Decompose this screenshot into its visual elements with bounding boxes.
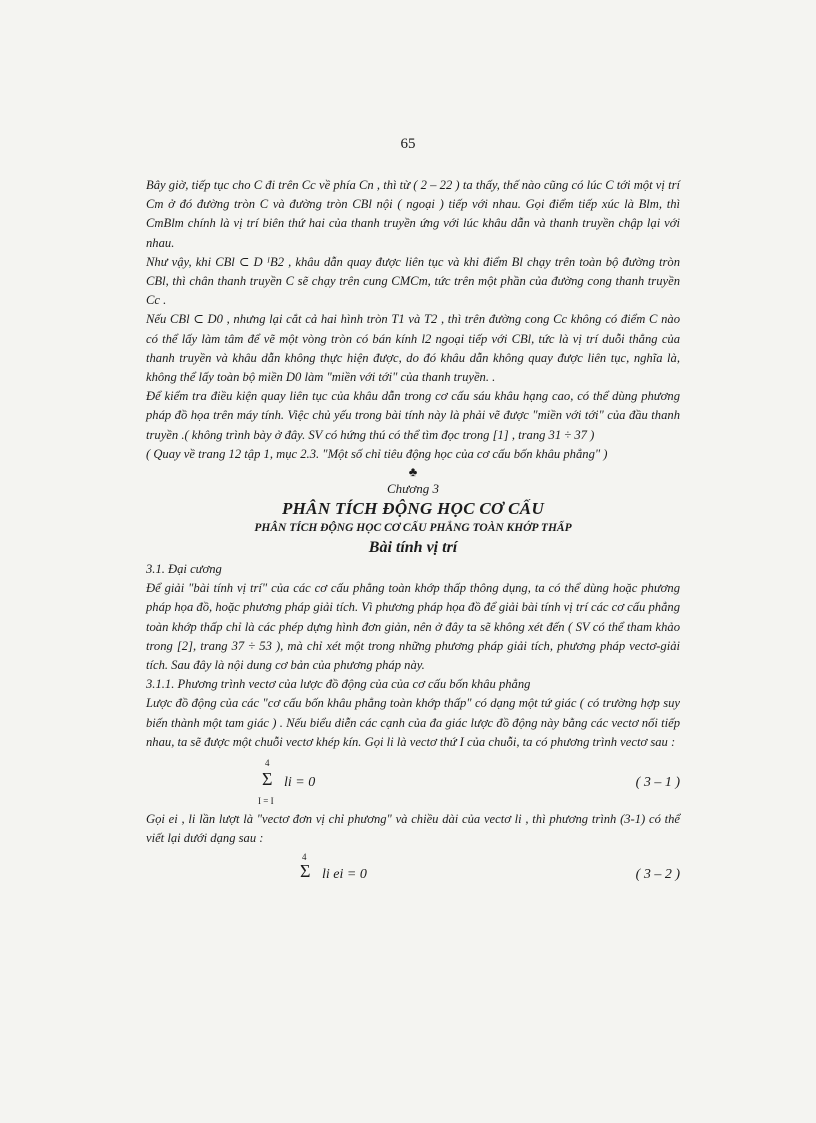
- paragraph-3: Nếu CBl ⊂ D0 , nhưng lại cắt cả hai hình tròn T1 và T2 , thì trên đường cong Cc không có điểm C nào có thể lấy làm tâm để vẽ một vòng tròn có bán kính l2 ngoại tiếp với CBl, tức là vị trí duỗi thẳng của thanh truyền và khâu dẫn không thực hiện được, do đó khâu dẫn không quay được liên tục, nghĩa là, không thể lấy toàn bộ miền D0 làm "miền với tới" của thanh truyền. .: [146, 312, 680, 385]
- section-title: Bài tính vị trí: [368, 539, 458, 557]
- sum-lower-limit: I = I: [258, 796, 274, 807]
- page-body: [146, 176, 680, 888]
- heading-3-1: 3.1. Đại cương: [146, 562, 222, 577]
- paragraph-after-equation: Gọi ei , li lần lượt là "vectơ đơn vị chỉ phương" và chiều dài của vectơ li , thì phương trình (3-1) có thể viết lại dưới dạng sau :: [146, 812, 680, 846]
- chapter-subtitle: PHÂN TÍCH ĐỘNG HỌC CƠ CẤU PHẲNG TOÀN KHỚP THẤP: [254, 522, 572, 535]
- sum-symbol: Σ: [262, 769, 273, 790]
- page-number: 65: [400, 136, 416, 152]
- sum-upper-limit: 4: [265, 758, 270, 769]
- paragraph-1: Bây giờ, tiếp tục cho C đi trên Cc về phía Cn , thì từ ( 2 – 22 ) ta thấy, thế nào cũng có lúc C tới một vị trí Cm ở đó đường tròn C và đường tròn CBl nội ( ngoại ) tiếp với nhau. Gọi điểm tiếp xúc là Blm, thì CmBlm chính là vị trí biên thứ hai của thanh truyền ứng với lúc khâu dẫn và thanh truyền chập lại với nhau.: [146, 178, 680, 250]
- chapter-label: Chương 3: [387, 481, 439, 497]
- chapter-title: PHÂN TÍCH ĐỘNG HỌC CƠ CẤU: [281, 499, 545, 519]
- paragraph-4: Để kiểm tra điều kiện quay liên tục của khâu dẫn trong cơ cấu sáu khâu hạng cao, có thể dùng phương pháp đồ họa trên máy tính. Việc chủ yếu trong bài tính này là phải vẽ được "miền với tới" của đầu thanh truyền .( không trình bày ở đây. SV có hứng thú có thể tìm đọc trong [1] , trang 31 ÷ 37 ): [146, 389, 680, 442]
- paragraph-2: Như vậy, khi CBl ⊂ D ᴵB2 , khâu dẫn quay được liên tục và khi điểm Bl chạy trên toàn bộ đường tròn CBl, thì chân thanh truyền C sẽ chạy trên cung CMCm, tức trên một phần của đường cong thanh truyền Cc .: [146, 254, 680, 308]
- paragraph-3-1: Để giải "bài tính vị trí" của các cơ cấu phẳng toàn khớp thấp thông dụng, ta có thể dùng hoặc phương pháp họa đồ, hoặc phương pháp giải tích. Vì phương pháp họa đồ để giải bài tính vị trí các cơ cấu phẳng toàn khớp thấp chỉ là các phép dựng hình đơn giản, nên ở đây ta sẽ không xét đến ( SV có thể tham khảo trong [2], trang 37 ÷ 53 ), mà chỉ xét một trong những phương pháp giải tích, phương pháp vectơ-giải tích. Sau đây là nội dung cơ bản của phương pháp này.: [146, 581, 680, 673]
- paragraph-5: ( Quay về trang 12 tập 1, mục 2.3. "Một số chỉ tiêu động học của cơ cấu bốn khâu phẳng" ): [146, 446, 608, 461]
- paragraph-3-1-1: Lược đồ động của các "cơ cấu bốn khâu phẳng toàn khớp thấp" có dạng một tứ giác ( có trường hợp suy biến thành một tam giác ) . Nếu biểu diễn các cạnh của đa giác lược đồ động này bằng các vectơ nối tiếp nhau, ta sẽ được một chuỗi vectơ khép kín. Gọi li là vectơ thứ I của chuỗi, ta có phương trình vectơ sau :: [146, 696, 680, 749]
- equation-expression: li = 0: [284, 775, 316, 791]
- equation-3-1: [146, 752, 680, 810]
- equation-expression: li ei = 0: [322, 867, 367, 883]
- club-separator-icon: ♣: [408, 464, 418, 480]
- equation-number: ( 3 – 1 ): [635, 775, 680, 791]
- heading-3-1-1: 3.1.1. Phương trình vectơ của lược đồ động của của cơ cấu bốn khâu phẳng: [146, 677, 531, 692]
- equation-number: ( 3 – 2 ): [635, 867, 680, 883]
- sum-symbol: Σ: [300, 861, 311, 882]
- equation-3-2: [146, 848, 680, 888]
- sum-upper-limit: 4: [302, 852, 307, 863]
